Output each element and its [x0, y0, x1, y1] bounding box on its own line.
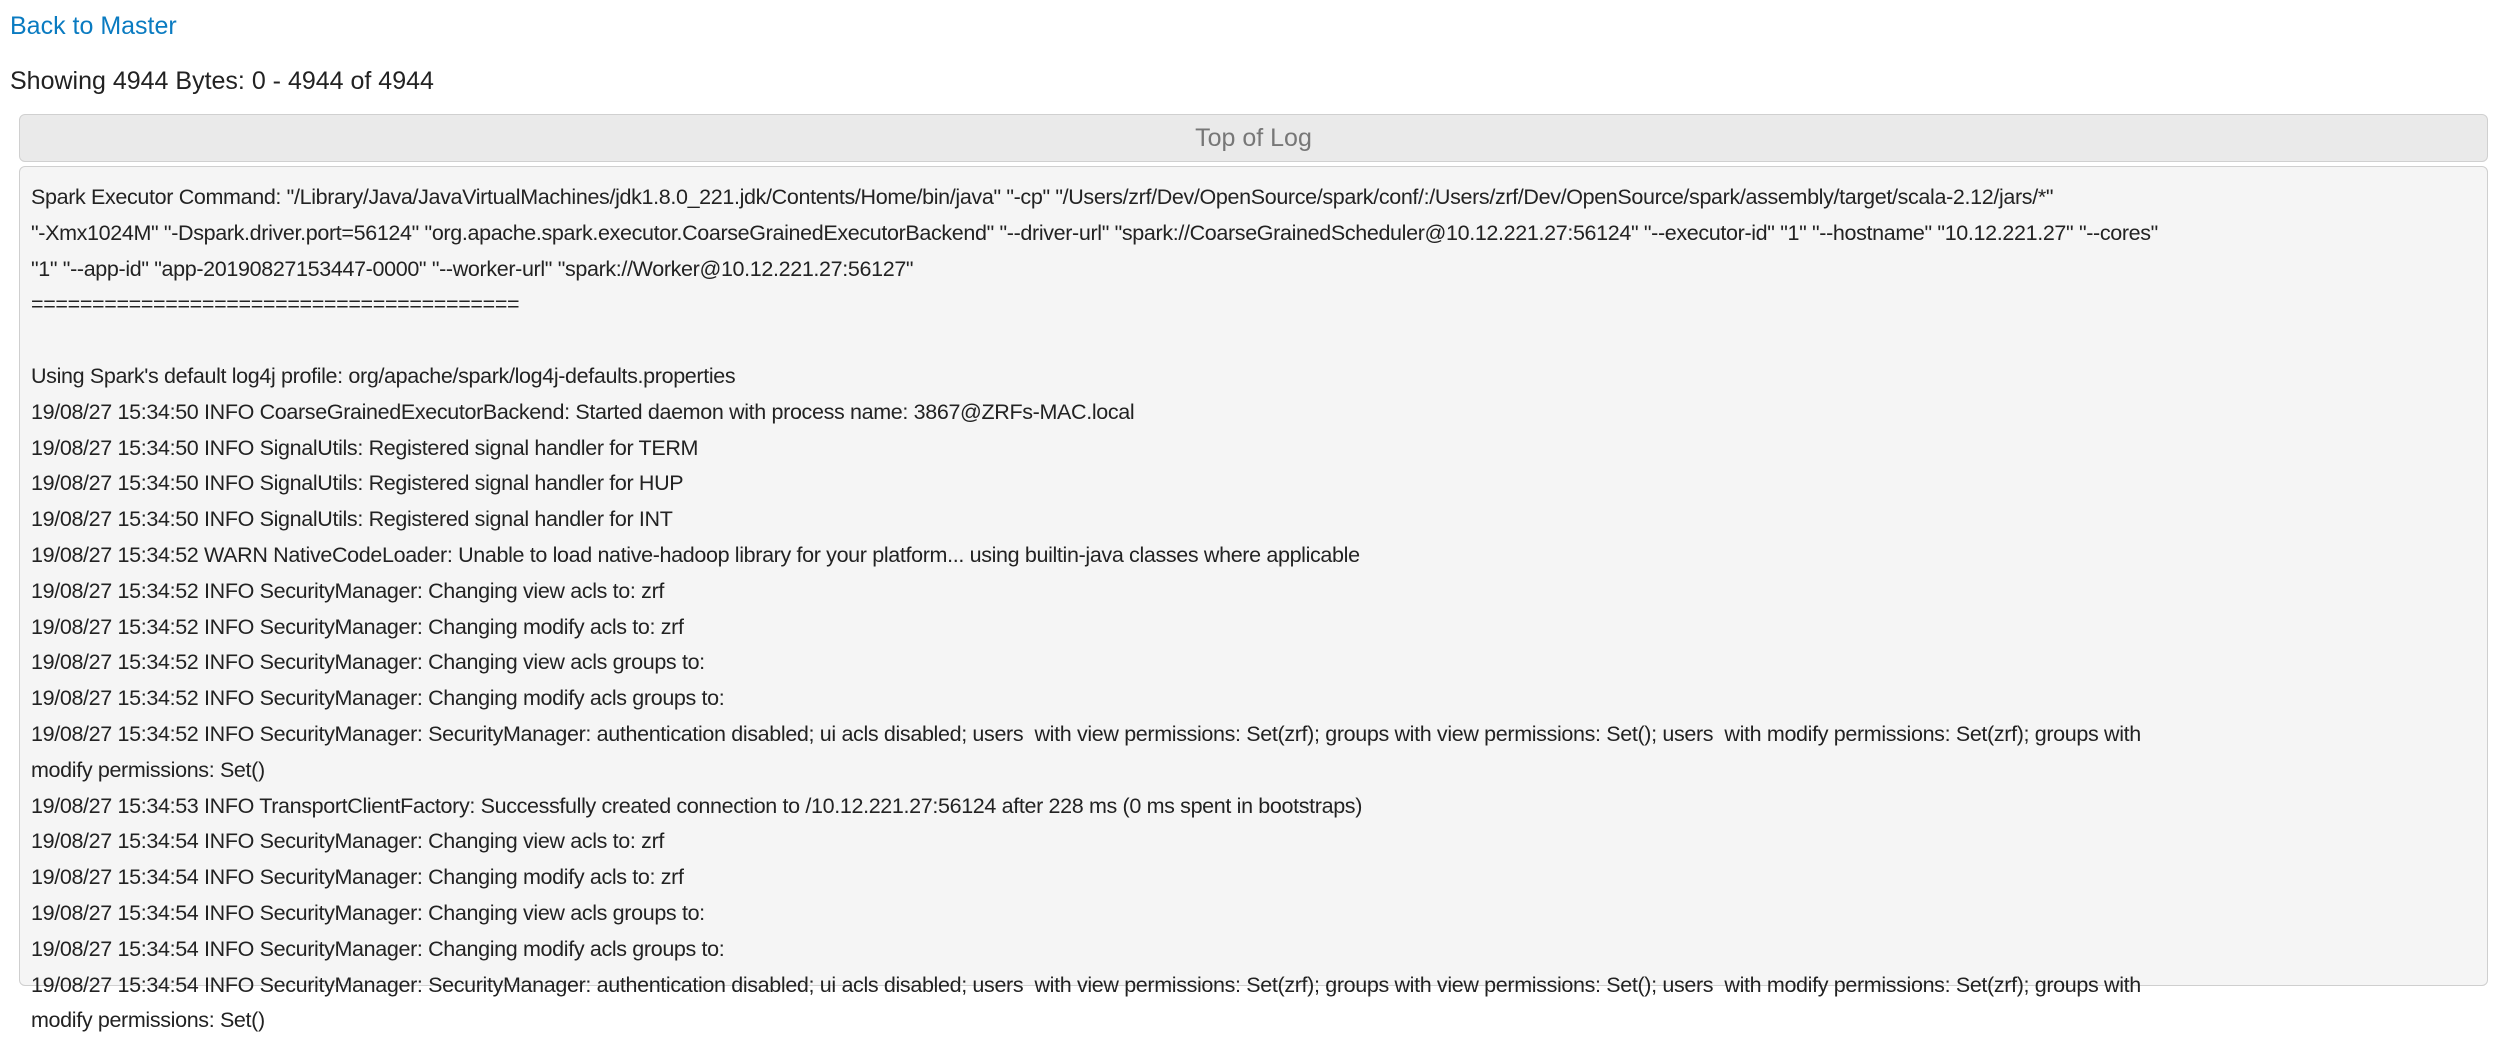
log-line: ========================================: [31, 292, 520, 317]
log-line: 19/08/27 15:34:54 INFO SecurityManager: Changing modify acls groups to:: [31, 936, 725, 961]
log-line: 19/08/27 15:34:52 INFO SecurityManager: Changing view acls groups to:: [31, 650, 705, 675]
log-line: 19/08/27 15:34:52 WARN NativeCodeLoader: Unable to load native-hadoop library for your platform... using builtin-java classes where applicable: [31, 542, 1360, 567]
log-line: 19/08/27 15:34:54 INFO SecurityManager: Changing modify acls to: zrf: [31, 865, 684, 890]
log-line: "1" "--app-id" "app-20190827153447-0000" "--worker-url" "spark://Worker@10.12.221.27:56127": [31, 256, 914, 281]
log-line: Spark Executor Command: "/Library/Java/JavaVirtualMachines/jdk1.8.0_221.jdk/Contents/Home/bin/java" "-cp" "/Users/zrf/Dev/OpenSource/spark/conf/:/Users/zrf/Dev/OpenSource/spark/assembly/target/scala-2.12/jars/*": [31, 185, 2054, 209]
log-line: Using Spark's default log4j profile: org/apache/spark/log4j-defaults.properties: [31, 363, 736, 388]
log-line: modify permissions: Set(): [31, 1008, 265, 1033]
back-to-master-link[interactable]: Back to Master: [10, 12, 177, 40]
log-line: [31, 323, 2476, 359]
log-line: 19/08/27 15:34:53 INFO TransportClientFactory: Successfully created connection to /10.12.221.27:56124 after 228 ms (0 ms spent in bootstraps): [31, 793, 1363, 818]
log-content: [19, 166, 2488, 1033]
log-line: 19/08/27 15:34:54 INFO SecurityManager: Changing view acls to: zrf: [31, 829, 664, 854]
log-line: 19/08/27 15:34:52 INFO SecurityManager: Changing view acls to: zrf: [31, 578, 664, 603]
log-line: 19/08/27 15:34:50 INFO SignalUtils: Registered signal handler for INT: [31, 507, 673, 532]
log-line: 19/08/27 15:34:50 INFO SignalUtils: Registered signal handler for HUP: [31, 471, 684, 496]
log-line: 19/08/27 15:34:50 INFO SignalUtils: Registered signal handler for TERM: [31, 435, 699, 460]
log-line: "-Xmx1024M" "-Dspark.driver.port=56124" "org.apache.spark.executor.CoarseGrainedExecutorBackend" "--driver-url" "spark://CoarseGrainedScheduler@10.12.221.27:56124" "--executor-id" "1" "--hostname" "10.12.221.27" "--cores": [31, 220, 2158, 245]
log-line: 19/08/27 15:34:52 INFO SecurityManager: Changing modify acls groups to:: [31, 686, 725, 711]
log-line: 19/08/27 15:34:54 INFO SecurityManager: Changing view acls groups to:: [31, 900, 705, 925]
log-line: 19/08/27 15:34:52 INFO SecurityManager: SecurityManager: authentication disabled; ui acls disabled; users with view permissions: Set(zrf); groups with view permissions: Set(); users with modify permissions: Set(zrf); groups with: [31, 721, 2141, 746]
log-line: 19/08/27 15:34:50 INFO CoarseGrainedExecutorBackend: Started daemon with process name: 3867@ZRFs-MAC.local: [31, 399, 1135, 424]
log-line: modify permissions: Set(): [31, 757, 265, 782]
log-line: 19/08/27 15:34:54 INFO SecurityManager: SecurityManager: authentication disabled; ui acls disabled; users with view permissions: Set(zrf); groups with view permissions: Set(); users with modify permissions: Set(zrf); groups with: [31, 972, 2141, 997]
top-of-log-button[interactable]: Top of Log: [19, 114, 2488, 162]
log-line: 19/08/27 15:34:52 INFO SecurityManager: Changing modify acls to: zrf: [31, 614, 684, 639]
byte-range-status: Showing 4944 Bytes: 0 - 4944 of 4944: [10, 67, 434, 95]
